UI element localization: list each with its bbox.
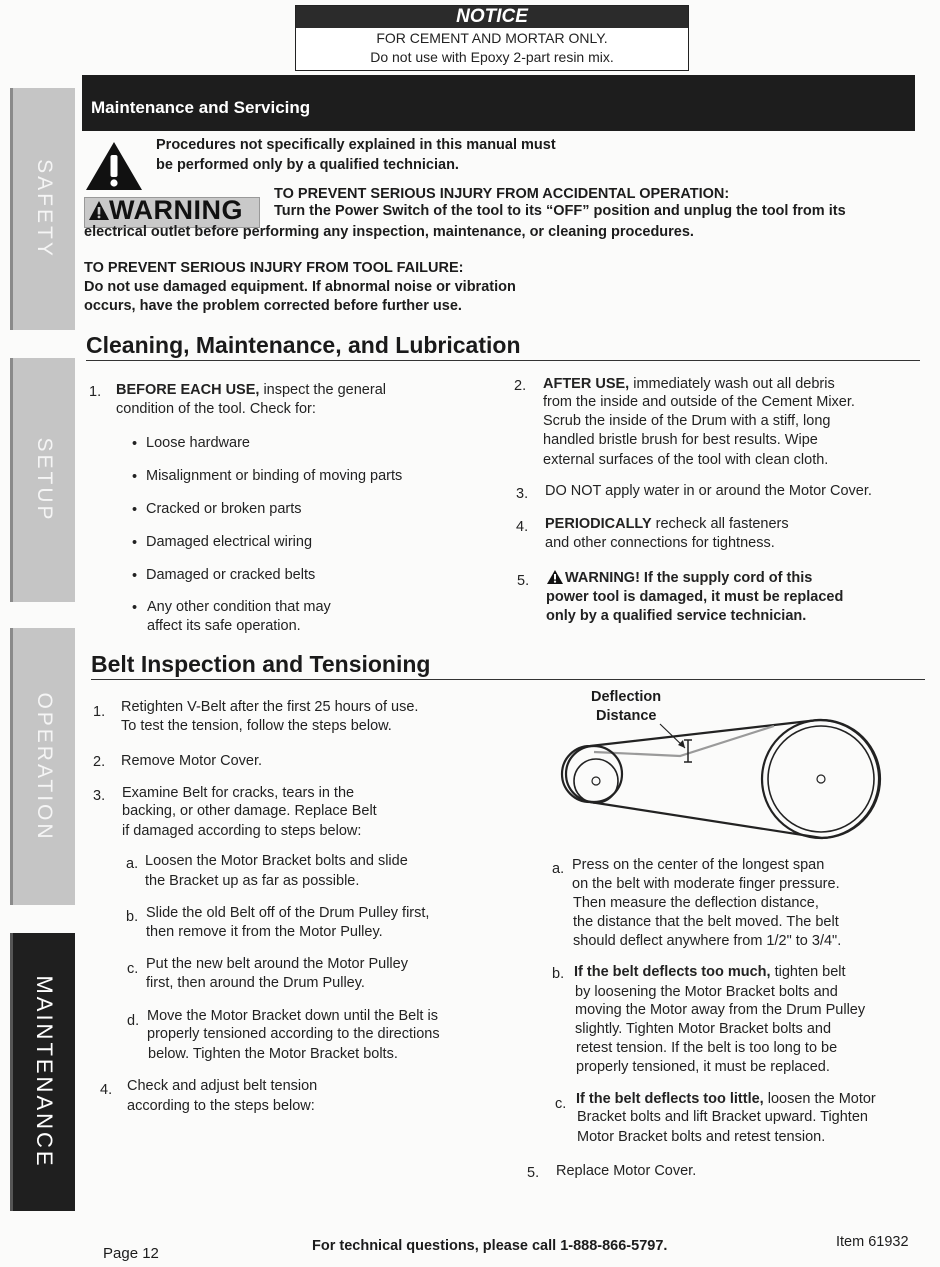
- tension-step-c-num: c.: [555, 1096, 567, 1112]
- belt-step-a-num: a.: [126, 856, 139, 872]
- accidental-line-2: electrical outlet before performing any inspection, maintenance, or cleaning procedures.: [84, 224, 694, 240]
- belt-step-a-line1: Loosen the Motor Bracket bolts and slide: [145, 853, 408, 869]
- notice-title: NOTICE: [296, 6, 688, 28]
- tension-step-b-line2: by loosening the Motor Bracket bolts and: [575, 984, 838, 1000]
- tension-step-c-line2: Bracket bolts and lift Bracket upward. Tighten: [577, 1109, 868, 1125]
- bullet-dot: •: [132, 436, 138, 452]
- belt-step-d-line1: Move the Motor Bracket down until the Belt is: [147, 1008, 438, 1024]
- accidental-heading: TO PREVENT SERIOUS INJURY FROM ACCIDENTAL OPERATION:: [274, 186, 730, 202]
- tension-step-c-line1: [576, 1090, 876, 1109]
- tab-setup-label: SETUP: [33, 437, 56, 523]
- clean-item2-line3: Scrub the inside of the Drum with a stiff, long: [543, 413, 831, 429]
- notice-line-1: FOR CEMENT AND MORTAR ONLY.: [376, 30, 608, 46]
- clean-item1-bold: BEFORE EACH USE,: [116, 382, 260, 398]
- bullet-item-1: Loose hardware: [146, 435, 250, 451]
- clean-item1-rest: inspect the general: [259, 382, 386, 398]
- tab-safety[interactable]: [10, 88, 75, 330]
- failure-line-2: occurs, have the problem corrected before further use.: [84, 298, 462, 314]
- qualified-line-1: Procedures not specifically explained in this manual must: [156, 137, 556, 153]
- tab-maintenance[interactable]: [10, 933, 75, 1211]
- tension-step-b-rest: tighten belt: [770, 964, 846, 980]
- belt-item1-num: 1.: [93, 704, 106, 720]
- bullet-item-6-line2: affect its safe operation.: [147, 618, 301, 634]
- belt-item3-line3: if damaged according to steps below:: [122, 823, 362, 839]
- tension-step-a-line4: the distance that the belt moved. The belt: [573, 914, 839, 930]
- deflection-label-line1: Deflection: [591, 689, 662, 705]
- clean-item1-num: 1.: [89, 384, 102, 400]
- bullet-dot: •: [132, 502, 138, 518]
- failure-line-1: Do not use damaged equipment. If abnormal noise or vibration: [84, 279, 516, 295]
- failure-heading: TO PREVENT SERIOUS INJURY FROM TOOL FAILURE:: [84, 260, 464, 276]
- section-header-bar: [82, 75, 915, 131]
- notice-line-2: Do not use with Epoxy 2-part resin mix.: [370, 49, 614, 65]
- tension-item5-line1: Replace Motor Cover.: [556, 1163, 697, 1179]
- tab-safety-label: SAFETY: [33, 159, 56, 259]
- bullet-dot: •: [132, 568, 138, 584]
- tension-step-b-line4: slightly. Tighten Motor Bracket bolts and: [575, 1021, 832, 1037]
- belt-item4-line1: Check and adjust belt tension: [127, 1078, 318, 1094]
- tension-step-a-line2: on the belt with moderate finger pressure.: [572, 876, 840, 892]
- clean-item1-line2: condition of the tool. Check for:: [116, 401, 316, 417]
- belt-step-d-num: d.: [127, 1013, 140, 1029]
- tension-step-b-line1: [574, 963, 846, 982]
- clean-item5-line2: power tool is damaged, it must be replaced: [546, 589, 844, 605]
- clean-item3: DO NOT apply water in or around the Motor Cover.: [545, 483, 872, 499]
- belt-step-c-line2: first, then around the Drum Pulley.: [146, 975, 365, 991]
- belt-item2-line1: Remove Motor Cover.: [121, 753, 263, 769]
- warning-label-text: WARNING: [109, 195, 243, 225]
- tension-step-c-line3: Motor Bracket bolts and retest tension.: [577, 1129, 826, 1145]
- bullet-dot: •: [132, 600, 138, 616]
- tension-step-c-bold: If the belt deflects too little,: [576, 1091, 764, 1107]
- belt-step-c-line1: Put the new belt around the Motor Pulley: [146, 956, 408, 972]
- belt-item1-line2: To test the tension, follow the steps below.: [121, 718, 392, 734]
- item-number: Item 61932: [836, 1234, 909, 1250]
- clean-item4-num: 4.: [516, 519, 529, 535]
- page-number: Page 12: [103, 1245, 159, 1262]
- belt-item3-num: 3.: [93, 788, 106, 804]
- belt-step-d-line3: below. Tighten the Motor Bracket bolts.: [148, 1046, 398, 1062]
- clean-item3-num: 3.: [516, 486, 529, 502]
- tab-setup[interactable]: [10, 358, 75, 602]
- tension-item5-num: 5.: [527, 1165, 540, 1181]
- belt-section-title: Belt Inspection and Tensioning: [91, 651, 431, 677]
- belt-step-b-line1: Slide the old Belt off of the Drum Pulley first,: [146, 905, 430, 921]
- bullet-item-3: Cracked or broken parts: [146, 501, 302, 517]
- clean-item2-line4: handled bristle brush for best results. Wipe: [543, 432, 818, 448]
- belt-step-b-num: b.: [126, 909, 139, 925]
- cleaning-divider: [86, 360, 920, 361]
- clean-item1: [116, 381, 386, 400]
- cleaning-section-title: Cleaning, Maintenance, and Lubrication: [86, 332, 521, 358]
- belt-item4-line2: according to the steps below:: [127, 1098, 315, 1114]
- tension-step-b-line6: properly tensioned, it must be replaced.: [576, 1059, 830, 1075]
- clean-item2-line5: external surfaces of the tool with clean cloth.: [543, 452, 829, 468]
- clean-item4-line2: and other connections for tightness.: [545, 535, 775, 551]
- clean-item2-bold: AFTER USE,: [543, 376, 630, 392]
- belt-step-d-line2: properly tensioned according to the directions: [147, 1026, 440, 1042]
- warning-triangle-icon: [84, 140, 144, 192]
- belt-step-a-line2: the Bracket up as far as possible.: [145, 873, 360, 889]
- bullet-dot: •: [132, 469, 138, 485]
- belt-divider: [91, 679, 925, 680]
- clean-item4-bold: PERIODICALLY: [545, 516, 652, 532]
- deflection-label-line2: Distance: [596, 708, 657, 724]
- tension-step-b-bold: If the belt deflects too much,: [574, 964, 771, 980]
- tension-step-c-rest: loosen the Motor: [763, 1091, 876, 1107]
- belt-item4-num: 4.: [100, 1082, 113, 1098]
- belt-diagram: [560, 718, 890, 844]
- bullet-item-6: Any other condition that may: [147, 599, 331, 615]
- belt-item3-line2: backing, or other damage. Replace Belt: [122, 803, 377, 819]
- bullet-item-4: Damaged electrical wiring: [146, 534, 313, 550]
- bullet-dot: •: [132, 535, 138, 551]
- accidental-line-1: Turn the Power Switch of the tool to its “OFF” position and unplug the tool from its: [274, 203, 846, 219]
- tension-step-a-line3: Then measure the deflection distance,: [573, 895, 819, 911]
- belt-step-c-num: c.: [127, 961, 139, 977]
- tab-maintenance-label: MAINTENANCE: [32, 975, 57, 1169]
- clean-item2-line2: from the inside and outside of the Cement Mixer.: [543, 394, 855, 410]
- belt-item3-line1: Examine Belt for cracks, tears in the: [122, 785, 355, 801]
- clean-item5-line3: only by a qualified service technician.: [546, 608, 807, 624]
- notice-box: [295, 5, 689, 71]
- clean-item5-num: 5.: [517, 573, 530, 589]
- clean-item4: [545, 515, 789, 534]
- tension-step-b-num: b.: [552, 966, 565, 982]
- tension-step-a-num: a.: [552, 861, 565, 877]
- belt-item1-line1: Retighten V-Belt after the first 25 hours of use.: [121, 699, 419, 715]
- warning-small-icon: [88, 200, 110, 222]
- belt-item2-num: 2.: [93, 754, 106, 770]
- belt-step-b-line2: then remove it from the Motor Pulley.: [146, 924, 383, 940]
- bullet-item-2: Misalignment or binding of moving parts: [146, 468, 403, 484]
- qualified-line-2: be performed only by a qualified technician.: [156, 157, 459, 173]
- tension-step-a-line1: Press on the center of the longest span: [572, 857, 825, 873]
- clean-item4-rest: recheck all fasteners: [651, 516, 789, 532]
- tab-operation[interactable]: [10, 628, 75, 905]
- tab-operation-label: OPERATION: [33, 691, 56, 842]
- warning-small-icon: [546, 569, 564, 585]
- tension-step-b-line3: moving the Motor away from the Drum Pulley: [575, 1002, 866, 1018]
- clean-item2-rest: immediately wash out all debris: [629, 376, 835, 392]
- bullet-item-5: Damaged or cracked belts: [146, 567, 316, 583]
- clean-item5-line1: WARNING! If the supply cord of this: [565, 570, 813, 586]
- tension-step-b-line5: retest tension. If the belt is too long to be: [576, 1040, 838, 1056]
- tension-step-a-line5: should deflect anywhere from 1/2" to 3/4".: [573, 933, 842, 949]
- clean-item2: [543, 375, 835, 394]
- clean-item2-num: 2.: [514, 378, 527, 394]
- tech-support-line: For technical questions, please call 1-888-866-5797.: [312, 1238, 668, 1254]
- section-title: Maintenance and Servicing: [91, 98, 311, 117]
